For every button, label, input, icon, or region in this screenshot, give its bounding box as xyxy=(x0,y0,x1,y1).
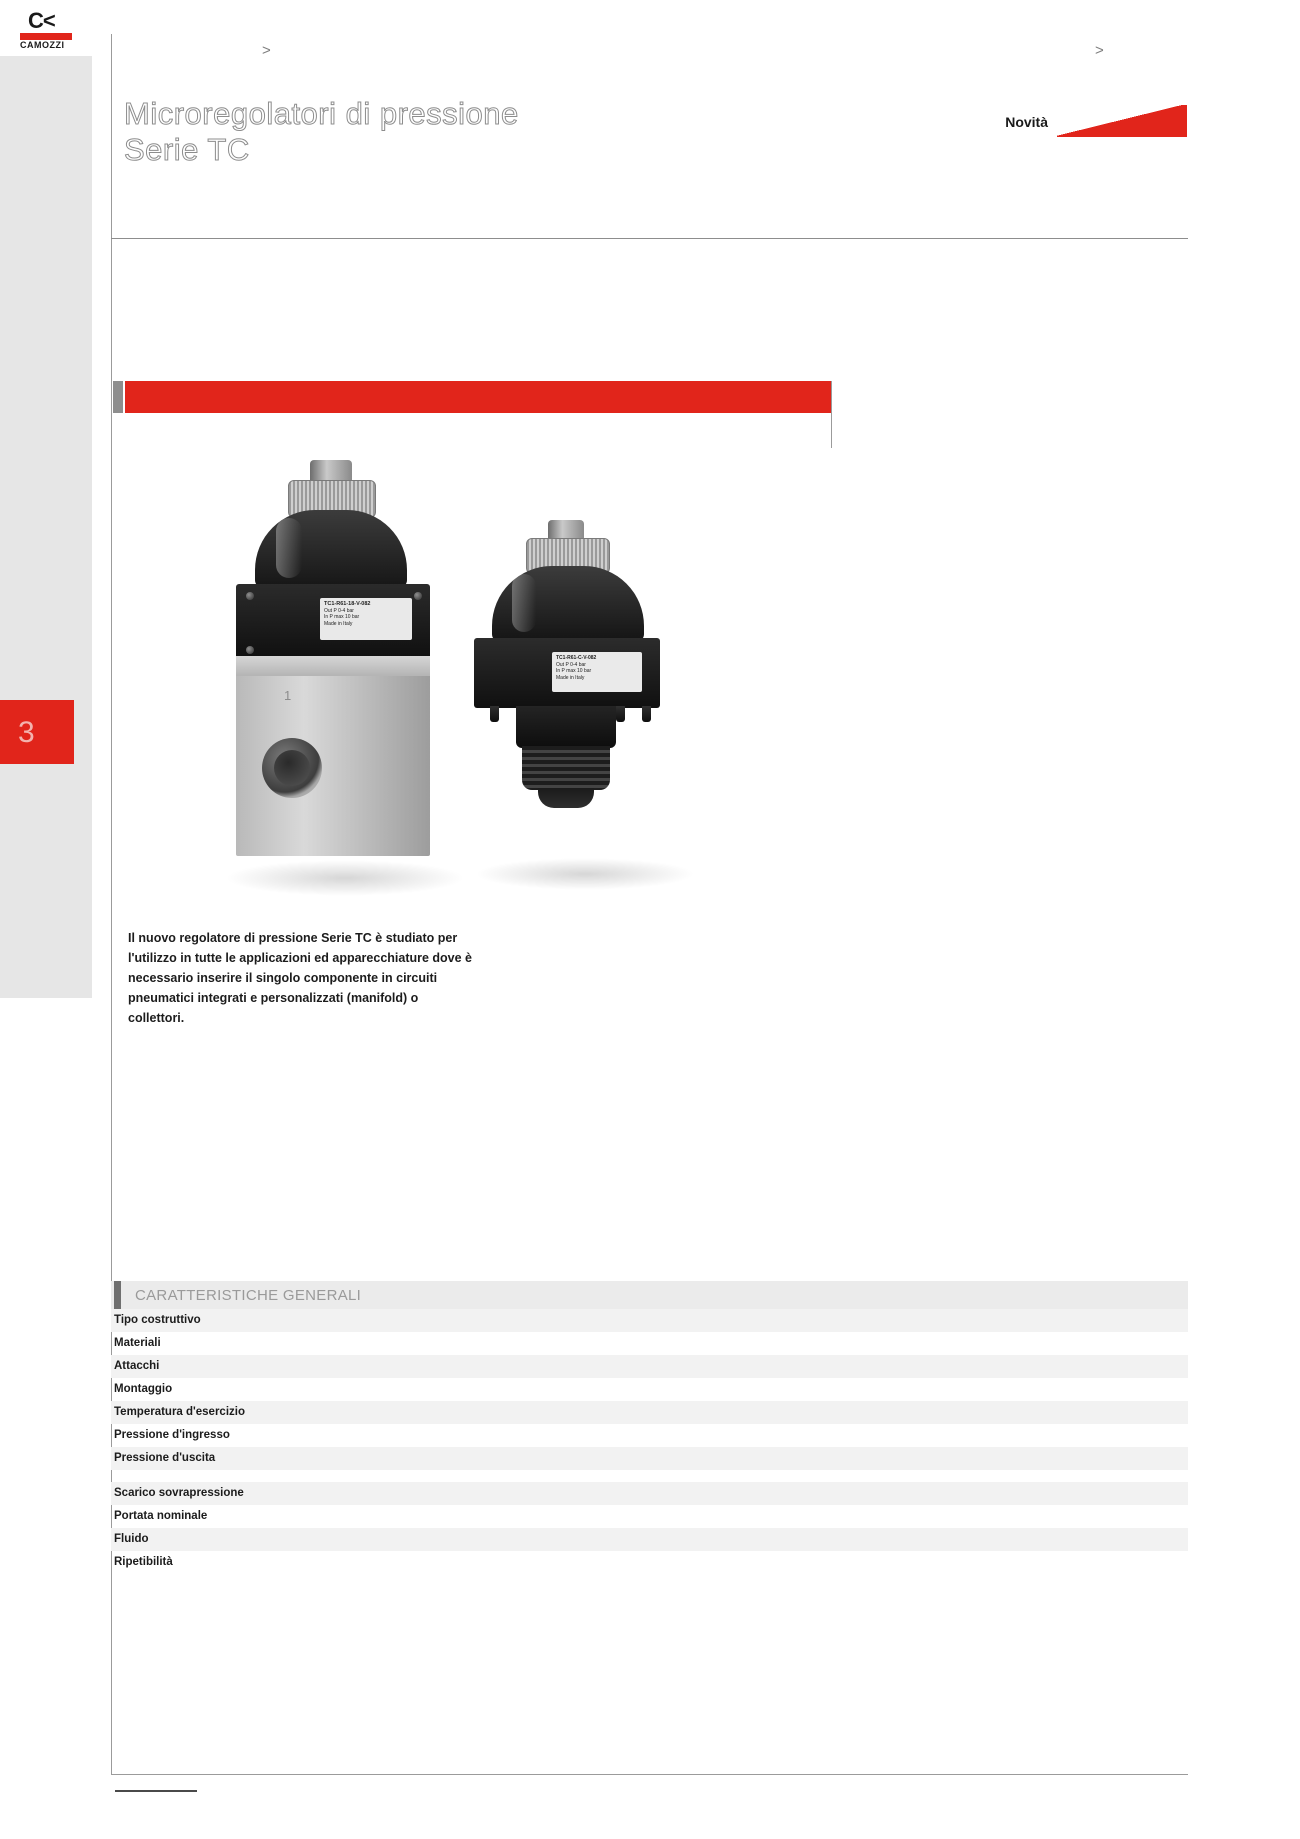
footer-mark xyxy=(115,1790,197,1792)
banner-vertical-rule xyxy=(831,381,832,448)
cap-highlight xyxy=(276,518,302,578)
table-row xyxy=(111,1355,1188,1378)
row-label: Pressione d'uscita xyxy=(114,1452,216,1464)
table-row xyxy=(111,1551,1188,1574)
table-row xyxy=(111,1401,1188,1424)
label-out-right: Out P 0-4 bar xyxy=(556,661,586,668)
page-number: 3 xyxy=(18,716,35,749)
port-number-marking: 1 xyxy=(284,688,292,703)
chevron-right-icon-right: > xyxy=(1095,42,1104,59)
product-label-left xyxy=(320,598,412,640)
footer-divider-rule xyxy=(111,1774,1188,1775)
adjust-knob-top xyxy=(310,460,352,482)
table-row xyxy=(111,1505,1188,1528)
cartridge-neck xyxy=(516,706,616,748)
product-image-regulator-manifold xyxy=(210,460,470,880)
banner-red-bar xyxy=(125,381,831,413)
page-number-tab xyxy=(0,700,74,764)
table-row xyxy=(111,1482,1188,1505)
table-row xyxy=(111,1447,1188,1470)
page-title xyxy=(124,96,519,168)
table-row xyxy=(111,1332,1188,1355)
brand-logo xyxy=(0,0,92,56)
product-description: Il nuovo regolatore di pressione Serie TC è studiato per l'utilizzo in tutte le applicazioni ed apparecchiature dove è necessario inserire il singolo componente in circuiti pneumatici integrati e personalizzati (manifold) o collettori. xyxy=(128,931,473,1025)
label-origin-right: Made in Italy xyxy=(556,674,585,681)
row-label: Tipo costruttivo xyxy=(114,1314,201,1326)
row-label: Scarico sovrapressione xyxy=(114,1487,244,1499)
banner-tick-mark xyxy=(113,381,123,413)
cartridge-thread xyxy=(522,746,610,790)
mounting-foot xyxy=(642,706,651,722)
label-in-left: In P max 10 bar xyxy=(324,614,360,620)
row-label: Temperatura d'esercizio xyxy=(114,1406,245,1418)
mounting-foot xyxy=(616,706,625,722)
adjust-knob-top xyxy=(548,520,584,540)
row-label: Ripetibilità xyxy=(114,1556,173,1568)
section-banner xyxy=(113,381,831,413)
cap-highlight xyxy=(512,574,536,632)
novita-badge-label: Novità xyxy=(1005,114,1048,130)
cartridge-tip xyxy=(538,788,594,808)
table-row xyxy=(111,1528,1188,1551)
chevron-right-icon-left: > xyxy=(262,42,271,59)
page-title-line2: Serie TC xyxy=(124,132,250,167)
table-header-title: CARATTERISTICHE GENERALI xyxy=(135,1287,362,1304)
product-image-regulator-cartridge xyxy=(460,520,710,880)
screw-icon xyxy=(246,646,254,654)
table-row xyxy=(111,1378,1188,1401)
regulator-body-top-face xyxy=(236,656,430,676)
general-characteristics-table xyxy=(111,1281,1188,1574)
brand-name: CAMOZZI xyxy=(20,40,65,50)
screw-icon xyxy=(414,592,422,600)
row-label: Pressione d'ingresso xyxy=(114,1429,230,1441)
label-origin-left: Made in Italy xyxy=(324,620,353,627)
camozzi-logo-icon: C< xyxy=(28,8,55,33)
screw-icon xyxy=(246,592,254,600)
label-code-right: TC1-R61-C-V-082 xyxy=(556,655,597,661)
row-label: Portata nominale xyxy=(114,1510,208,1522)
label-in-right: In P max 10 bar xyxy=(556,668,592,674)
label-code-left: TC1-R61-18-V-082 xyxy=(324,601,371,607)
title-divider-rule xyxy=(111,238,1188,239)
table-row xyxy=(111,1424,1188,1447)
table-spacer-row xyxy=(111,1470,1188,1482)
table-header-tick xyxy=(114,1281,121,1309)
row-label: Attacchi xyxy=(114,1360,160,1372)
port-bore xyxy=(274,750,310,786)
row-label: Materiali xyxy=(114,1337,161,1349)
novita-flag-icon xyxy=(1057,105,1187,137)
left-side-rail xyxy=(0,56,92,998)
table-row xyxy=(111,1309,1188,1332)
table-header xyxy=(111,1281,1188,1309)
row-label: Fluido xyxy=(114,1533,149,1545)
mounting-foot xyxy=(490,706,499,722)
product-label-right xyxy=(552,652,642,692)
product-image-group xyxy=(130,440,830,900)
logo-red-bar xyxy=(20,33,72,40)
page-title-line1: Microregolatori di pressione xyxy=(124,96,519,131)
label-out-left: Out P 0-4 bar xyxy=(324,607,354,614)
row-label: Montaggio xyxy=(114,1383,173,1395)
